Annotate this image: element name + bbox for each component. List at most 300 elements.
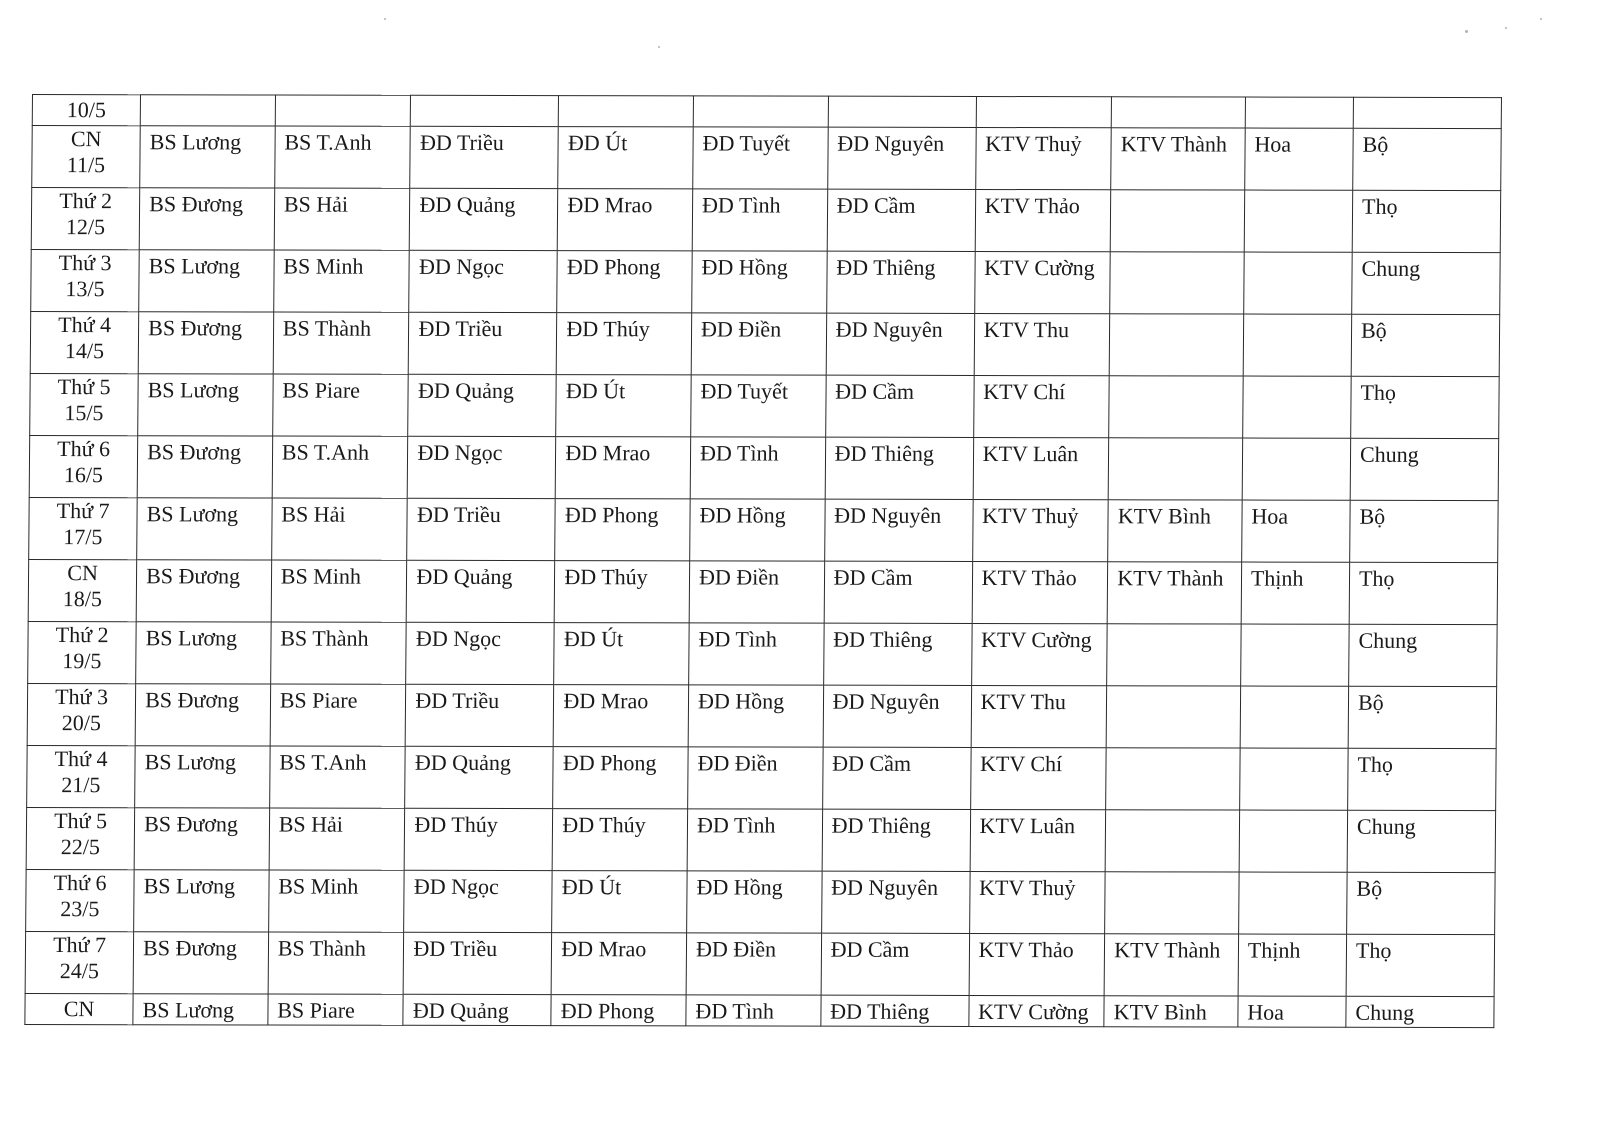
staff-cell [692,251,827,313]
day-cell [30,374,139,436]
staff-cell [824,499,972,561]
staff-name: ĐD Tình [699,440,779,466]
staff-name: ĐD Nguyên [832,688,940,714]
staff-name: BS Minh [283,253,364,279]
staff-name: BS Minh [278,873,359,899]
staff-cell [825,375,973,437]
staff-name: Bộ [1359,503,1386,529]
staff-cell [553,747,688,809]
staff-cell [558,189,693,251]
staff-name: BS Lương [148,253,241,279]
staff-cell [1346,934,1495,996]
staff-cell [272,436,408,498]
staff-cell [1352,252,1501,314]
staff-name: KTV Thành [1117,565,1224,591]
staff-cell [686,995,821,1026]
staff-name: ĐD Nguyên [837,130,945,156]
staff-name: ĐD Ngọc [418,253,505,279]
staff-cell [693,127,828,189]
staff-cell [824,561,972,623]
roster-row [26,807,1495,872]
staff-name: BS Đương [147,439,242,465]
staff-cell [552,809,687,871]
day-name: Thứ 5 [57,374,111,400]
staff-cell [1109,314,1243,376]
staff-cell [974,251,1110,313]
day-name: Thứ 4 [58,312,112,338]
staff-cell [968,995,1104,1026]
staff-cell [410,126,558,188]
staff-name: ĐD Thúy [562,812,646,838]
staff-name: KTV Thuỷ [978,874,1076,901]
staff-cell [410,188,558,250]
staff-cell [975,127,1111,189]
staff-cell [691,375,826,437]
staff-name: KTV Luân [982,440,1079,467]
staff-name: ĐD Mrao [567,192,653,218]
staff-cell [1110,190,1244,252]
staff-cell [406,684,554,746]
day-cell [28,560,137,622]
staff-name: BS Lương [146,501,239,527]
staff-cell [1241,624,1350,686]
staff-name: ĐD Thiêng [831,812,931,838]
staff-name: Thọ [1360,379,1397,405]
staff-cell [1350,500,1499,562]
staff-cell [1105,872,1239,934]
roster-row [27,745,1496,810]
day-date: 19/5 [62,648,102,674]
staff-cell [136,622,271,684]
staff-name: KTV Thu [980,688,1067,715]
staff-cell [554,685,689,747]
staff-cell [821,871,969,933]
staff-name: Chung [1356,813,1416,839]
staff-name: BS Đương [148,315,243,341]
staff-cell [275,95,411,126]
staff-name: BS Lương [149,129,242,155]
staff-cell [1111,128,1245,190]
staff-name: BS Thành [282,315,372,341]
roster-row [32,95,1501,129]
staff-cell [1349,624,1498,686]
day-name: Thứ 6 [53,870,107,896]
roster-row [30,312,1499,377]
staff-name: KTV Luân [979,812,1076,839]
staff-name: ĐD Cầm [830,936,910,962]
staff-cell [688,685,823,747]
staff-cell [1353,128,1502,190]
staff-name: ĐD Phong [560,998,655,1024]
staff-cell [405,746,553,808]
staff-name: ĐD Mrao [563,688,649,714]
staff-cell [974,313,1110,375]
day-name: Thứ 2 [59,188,113,214]
staff-cell [134,870,269,932]
staff-cell [971,623,1107,685]
staff-cell [268,870,404,932]
staff-cell [689,623,824,685]
day-date: 15/5 [64,400,104,426]
day-cell [32,126,141,188]
staff-name: ĐD Thiêng [834,440,935,466]
staff-name: BS T.Anh [284,129,372,155]
staff-name: BS Lương [143,873,236,899]
day-name: Thứ 4 [54,746,108,772]
staff-name: ĐD Quảng [419,191,516,218]
day-cell [32,95,140,126]
staff-name: ĐD Quảng [417,377,515,404]
staff-cell [1240,686,1349,748]
roster-row [28,560,1497,625]
staff-name: KTV Thành [1114,937,1221,963]
staff-cell [1242,500,1351,562]
staff-cell [273,312,409,374]
staff-cell [137,436,272,498]
staff-cell [1348,748,1497,810]
staff-cell [552,871,687,933]
staff-cell [689,561,824,623]
staff-name: ĐD Phong [566,254,661,280]
staff-cell [1245,97,1353,128]
staff-cell [1104,934,1238,996]
staff-cell [973,375,1109,437]
staff-cell [1108,500,1242,562]
staff-cell [686,933,821,995]
day-date: 13/5 [65,276,105,302]
day-date: 18/5 [62,586,103,612]
staff-name: KTV Thuỷ [982,502,1079,529]
day-cell [30,312,139,374]
staff-name: Thịnh [1247,937,1301,963]
staff-cell [555,561,690,623]
day-date: 22/5 [60,834,101,860]
staff-cell [823,623,971,685]
staff-cell [969,871,1105,933]
staff-name: ĐD Điền [700,316,782,342]
roster-row [29,436,1498,501]
staff-cell [1107,562,1241,624]
day-date: 21/5 [61,772,101,798]
staff-cell [270,622,406,684]
staff-cell [138,312,273,374]
staff-name: KTV Chí [979,750,1063,777]
day-cell [29,498,138,560]
staff-cell [138,374,273,436]
staff-name: ĐD Triều [415,687,500,713]
staff-name: BS Piare [282,377,361,403]
staff-cell [551,933,686,995]
staff-name: ĐD Nguyên [835,316,943,342]
staff-name: ĐD Quảng [412,997,509,1024]
staff-name: BS Đương [146,563,241,589]
staff-name: ĐD Ngọc [417,439,503,465]
staff-cell [554,623,689,685]
staff-cell [558,127,693,189]
staff-cell [1351,376,1500,438]
staff-cell [407,498,555,560]
staff-cell [274,188,410,250]
staff-cell [690,437,825,499]
day-date: 20/5 [61,710,102,736]
day-name: CN [63,996,95,1022]
staff-name: KTV Thành [1120,131,1228,157]
roster-row [32,126,1501,191]
staff-name: ĐD Nguyên [834,502,942,528]
staff-cell [406,622,554,684]
scan-speck [1540,18,1542,20]
staff-cell [972,499,1108,561]
day-date: 14/5 [64,338,105,364]
staff-cell [1347,810,1496,872]
staff-name: ĐD Cầm [833,564,913,590]
staff-name: ĐD Cầm [835,378,915,404]
staff-name: ĐD Triều [416,501,501,527]
staff-cell [557,251,692,313]
staff-cell [409,312,557,374]
staff-cell [1241,562,1350,624]
staff-name: BS Đương [144,811,239,837]
staff-name: ĐD Thúy [566,316,650,342]
roster-row [25,993,1494,1027]
staff-cell [825,437,973,499]
staff-cell [135,746,270,808]
staff-cell [1347,872,1496,934]
staff-name: ĐD Điền [698,564,780,590]
staff-cell [271,498,407,560]
day-name: CN [70,126,102,152]
staff-name: BS Lương [144,749,237,775]
staff-name: ĐD Ngọc [415,625,502,651]
staff-cell [969,933,1105,995]
staff-cell [411,95,559,126]
staff-name: BS Đương [143,935,238,961]
staff-cell [976,96,1112,127]
staff-name: Thọ [1357,751,1394,777]
roster-row [26,869,1495,934]
day-name: CN [67,560,99,586]
staff-cell [407,560,555,622]
staff-name: BS Piare [277,997,355,1023]
day-date: 17/5 [63,524,103,550]
staff-name: ĐD Triều [419,129,504,155]
staff-name: ĐD Ngọc [413,873,499,899]
staff-cell [557,313,692,375]
day-cell [31,250,140,312]
staff-name: ĐD Tình [702,192,781,218]
staff-name: KTV Cường [977,998,1089,1025]
day-cell [28,621,137,683]
staff-cell [826,313,974,375]
staff-name: ĐD Út [567,130,628,156]
staff-name: KTV Bình [1113,999,1207,1025]
staff-cell [827,189,975,251]
staff-name: Bộ [1356,875,1383,901]
staff-name: ĐD Mrao [561,936,647,962]
staff-cell [140,95,275,126]
staff-name: ĐD Thiêng [836,254,936,280]
staff-cell [1242,438,1351,500]
staff-name: KTV Thảo [978,936,1074,963]
duty-roster-sheet [24,94,1502,1028]
staff-cell [1109,376,1243,438]
staff-name: ĐD Cầm [832,750,912,776]
staff-cell [1105,810,1239,872]
day-cell [25,993,133,1024]
staff-cell [271,560,407,622]
staff-name: Hoa [1254,131,1292,157]
day-name: Thứ 7 [53,932,107,958]
staff-name: Chung [1361,255,1421,281]
roster-row [31,188,1500,253]
staff-cell [275,126,411,188]
staff-cell [822,747,970,809]
staff-cell [555,499,690,561]
staff-cell [1245,128,1354,190]
staff-name: Bộ [1357,689,1384,715]
staff-name: ĐD Điền [695,936,777,962]
day-name: Thứ 5 [54,808,108,834]
day-cell [25,931,134,993]
staff-name: ĐD Tình [696,812,776,838]
staff-name: BS Piare [279,687,358,713]
staff-cell [690,499,825,561]
staff-name: ĐD Thúy [564,564,648,590]
staff-name: Thọ [1355,937,1392,963]
staff-name: BS Lương [142,997,235,1023]
staff-name: BS Thành [277,935,367,961]
staff-name: KTV Chí [983,378,1066,405]
staff-cell [1352,190,1501,252]
staff-name: ĐD Út [565,378,626,404]
staff-cell [1346,996,1494,1027]
staff-cell [1110,252,1244,314]
staff-cell [133,932,268,994]
staff-cell [1349,562,1498,624]
staff-cell [1350,438,1499,500]
staff-cell [970,747,1106,809]
roster-row [25,931,1494,996]
staff-cell [1348,686,1497,748]
staff-cell [973,437,1109,499]
staff-cell [409,250,557,312]
staff-name: ĐD Tình [695,998,775,1024]
staff-cell [1244,252,1353,314]
staff-name: ĐD Hồng [699,502,786,528]
staff-cell [403,994,551,1025]
staff-name: BS Hải [281,501,346,527]
staff-cell [975,189,1111,251]
staff-name: ĐD Út [563,626,624,652]
day-cell [26,869,135,931]
staff-name: Thọ [1361,193,1398,219]
staff-name: KTV Cường [981,626,1092,653]
staff-name: KTV Bình [1117,503,1212,529]
staff-cell [134,808,269,870]
roster-row [29,498,1498,563]
staff-name: ĐD Điền [697,750,778,776]
staff-cell [1351,314,1500,376]
day-name: Thứ 2 [55,622,109,648]
staff-cell [136,560,271,622]
staff-name: KTV Thu [983,316,1070,343]
staff-cell [826,251,974,313]
day-date: 23/5 [60,896,100,922]
day-cell [26,807,135,869]
staff-cell [1240,748,1349,810]
staff-name: BS Đương [149,191,244,217]
staff-cell [687,809,822,871]
staff-name: BS Hải [278,811,344,837]
roster-row [27,683,1496,748]
staff-name: KTV Cường [984,254,1095,281]
staff-cell [823,685,971,747]
staff-cell [408,374,556,436]
staff-name: ĐD Triều [418,315,503,341]
staff-cell [556,375,691,437]
staff-cell [133,994,268,1025]
staff-name: BS Lương [145,625,238,651]
staff-cell [1111,97,1245,128]
staff-name: ĐD Triều [413,935,498,961]
day-name: Thứ 3 [58,250,112,276]
staff-name: KTV Thảo [981,564,1077,591]
staff-name: Chung [1355,999,1415,1025]
staff-cell [135,684,270,746]
scan-speck [384,18,386,20]
day-date: 10/5 [66,97,107,123]
staff-cell [268,932,404,994]
staff-name: ĐD Út [561,874,622,900]
staff-cell [551,995,686,1026]
staff-cell [1238,996,1346,1027]
staff-cell [1104,996,1238,1027]
staff-cell [268,994,404,1025]
staff-cell [1239,810,1348,872]
staff-name: ĐD Tình [698,626,778,652]
staff-cell [821,995,969,1026]
staff-cell [1238,872,1347,934]
staff-name: ĐD Mrao [565,440,651,466]
day-cell [27,745,136,807]
staff-cell [693,96,828,127]
staff-cell [137,498,272,560]
roster-row [31,250,1500,315]
staff-cell [687,871,822,933]
staff-name: BS Thành [280,625,369,651]
day-date: 12/5 [65,214,106,240]
staff-cell [1243,314,1352,376]
staff-name: ĐD Nguyên [831,874,939,900]
scan-speck [658,46,660,48]
staff-name: ĐD Tuyết [702,130,791,156]
staff-cell [970,809,1106,871]
staff-cell [139,188,274,250]
staff-name: ĐD Quảng [414,749,512,776]
staff-cell [821,933,969,995]
staff-name: Chung [1358,627,1418,653]
staff-cell [269,746,405,808]
staff-cell [971,685,1107,747]
staff-cell [827,127,975,189]
staff-cell [1107,624,1241,686]
staff-cell [139,250,274,312]
duty-roster-table [24,94,1502,1028]
staff-name: Hoa [1251,503,1289,529]
staff-name: Bộ [1360,317,1387,343]
staff-name: Thịnh [1250,565,1304,591]
staff-cell [972,561,1108,623]
